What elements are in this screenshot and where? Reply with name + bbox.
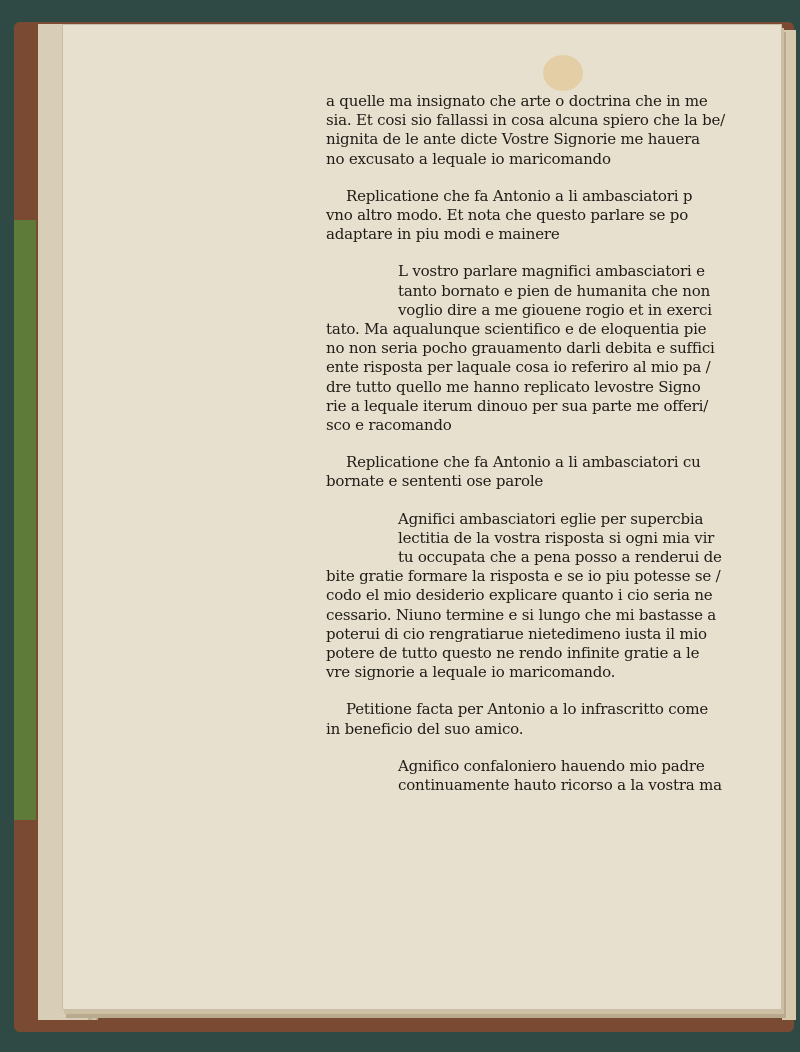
page-text [326,92,738,795]
text-line: vre signorie a lequale io maricomando. [326,663,616,682]
text-line: no excusato a lequale io maricomando [326,149,611,168]
initial-line: L vostro parlare magnifici ambasciatori e [398,262,705,281]
text-line: nignita de le ante dicte Vostre Signorie me hauera [326,130,700,149]
text-line: in beneficio del suo amico. [326,719,524,738]
text-line: adaptare in piu modi e mainere [326,225,560,244]
text-line: tu occupata che a pena posso a renderui de [398,548,722,567]
paragraph-gap [326,682,738,700]
paragraph-gap [326,739,738,757]
text-line: voglio dire a me giouene rogio et in exerci [398,300,712,319]
text-line: a quelle ma insignato che arte o doctrina che in me [326,92,708,110]
text-line: potere de tutto questo ne rendo infinite gratie a le [326,644,700,663]
rubric-heading: Replicatione che fa Antonio a li ambasciatori cu [346,453,701,472]
spine-cloth [14,220,36,820]
paragraph-gap [326,492,738,510]
text-line: poterui di cio rengratiarue nietedimeno iusta il mio [326,624,707,643]
text-line: dre tutto quello me hanno replicato levostre Signo [326,377,701,396]
paragraph-gap [326,244,738,262]
text-line: sco e racomando [326,416,452,435]
paragraph-gap [326,435,738,453]
text-line: lectitia de la vostra risposta si ogni mia vir [398,528,715,547]
text-line: bornate e sententi ose parole [326,472,544,491]
text-line: cessario. Niuno termine e si lungo che mi bastasse a [326,605,717,624]
text-line: bite gratie formare la risposta e se io piu potesse se / [326,567,721,586]
text-line: tanto bornato e pien de humanita che non [398,281,711,300]
text-line: no non seria pocho grauamento darli debita e suffici [326,339,715,358]
text-line: vno altro modo. Et nota che questo parlare se po [326,206,689,225]
text-line: rie a lequale iterum dinouo per sua parte me offeri/ [326,396,709,415]
text-line: continuamente hauto ricorso a la vostra ma [398,776,722,795]
rubric-heading: Petitione facta per Antonio a lo infrascritto come [346,700,709,719]
initial-line: Agnifici ambasciatori eglie per supercbia [398,509,704,528]
text-line: sia. Et cosi sio fallassi in cosa alcuna spiero che la be/ [326,111,726,130]
text-line: ente risposta per laquale cosa io referiro al mio pa / [326,358,711,377]
paper-stain [543,55,583,91]
page-edge-right [782,30,796,1020]
text-line: codo el mio desiderio explicare quanto i cio seria ne [326,586,713,605]
rubric-heading: Replicatione che fa Antonio a li ambasciatori p [346,186,693,205]
paragraph-gap [326,169,738,187]
text-line: tato. Ma aqualunque scientifico e de eloquentia pie [326,320,707,339]
initial-line: Agnifico confaloniero hauendo mio padre [398,756,705,775]
